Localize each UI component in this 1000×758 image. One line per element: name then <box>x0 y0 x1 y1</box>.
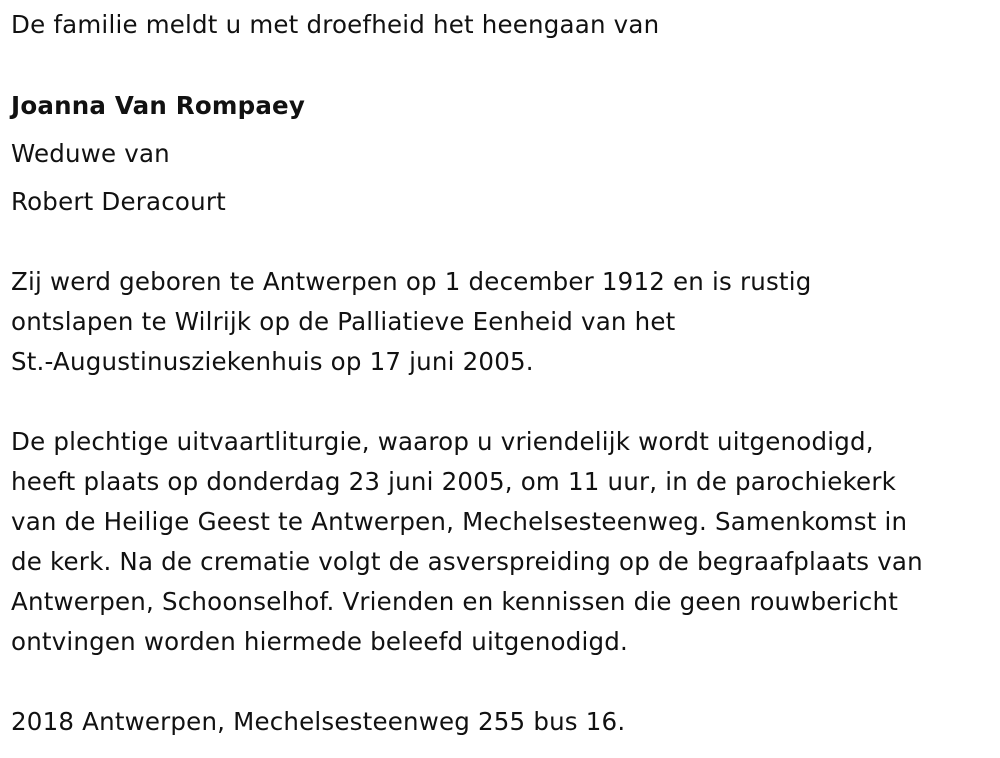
paragraph-line: de kerk. Na de crematie volgt de asverspreiding op de begraafplaats van <box>11 547 923 576</box>
paragraph-line: De plechtige uitvaartliturgie, waarop u vriendelijk wordt uitgenodigd, <box>11 427 874 456</box>
paragraph-line: ontvingen worden hiermede beleefd uitgenodigd. <box>11 627 628 656</box>
address-text: 2018 Antwerpen, Mechelsesteenweg 255 bus 16. <box>11 707 626 736</box>
relation-text: Weduwe van <box>11 139 170 168</box>
paragraph-line: van de Heilige Geest te Antwerpen, Mechelsesteenweg. Samenkomst in <box>11 507 908 536</box>
paragraph-line: Antwerpen, Schoonselhof. Vrienden en kennissen die geen rouwbericht <box>11 587 899 616</box>
spouse-name: Robert Deracourt <box>11 187 226 216</box>
deceased-name: Joanna Van Rompaey <box>11 91 306 120</box>
paragraph-line: heeft plaats op donderdag 23 juni 2005, om 11 uur, in de parochiekerk <box>11 467 896 496</box>
paragraph-line: ontslapen te Wilrijk op de Palliatieve Eenheid van het <box>11 307 676 336</box>
intro-text: De familie meldt u met droefheid het heengaan van <box>11 10 660 39</box>
paragraph-line: Zij werd geboren te Antwerpen op 1 december 1912 en is rustig <box>11 267 812 296</box>
paragraph-line: St.-Augustinusziekenhuis op 17 juni 2005. <box>11 347 534 376</box>
